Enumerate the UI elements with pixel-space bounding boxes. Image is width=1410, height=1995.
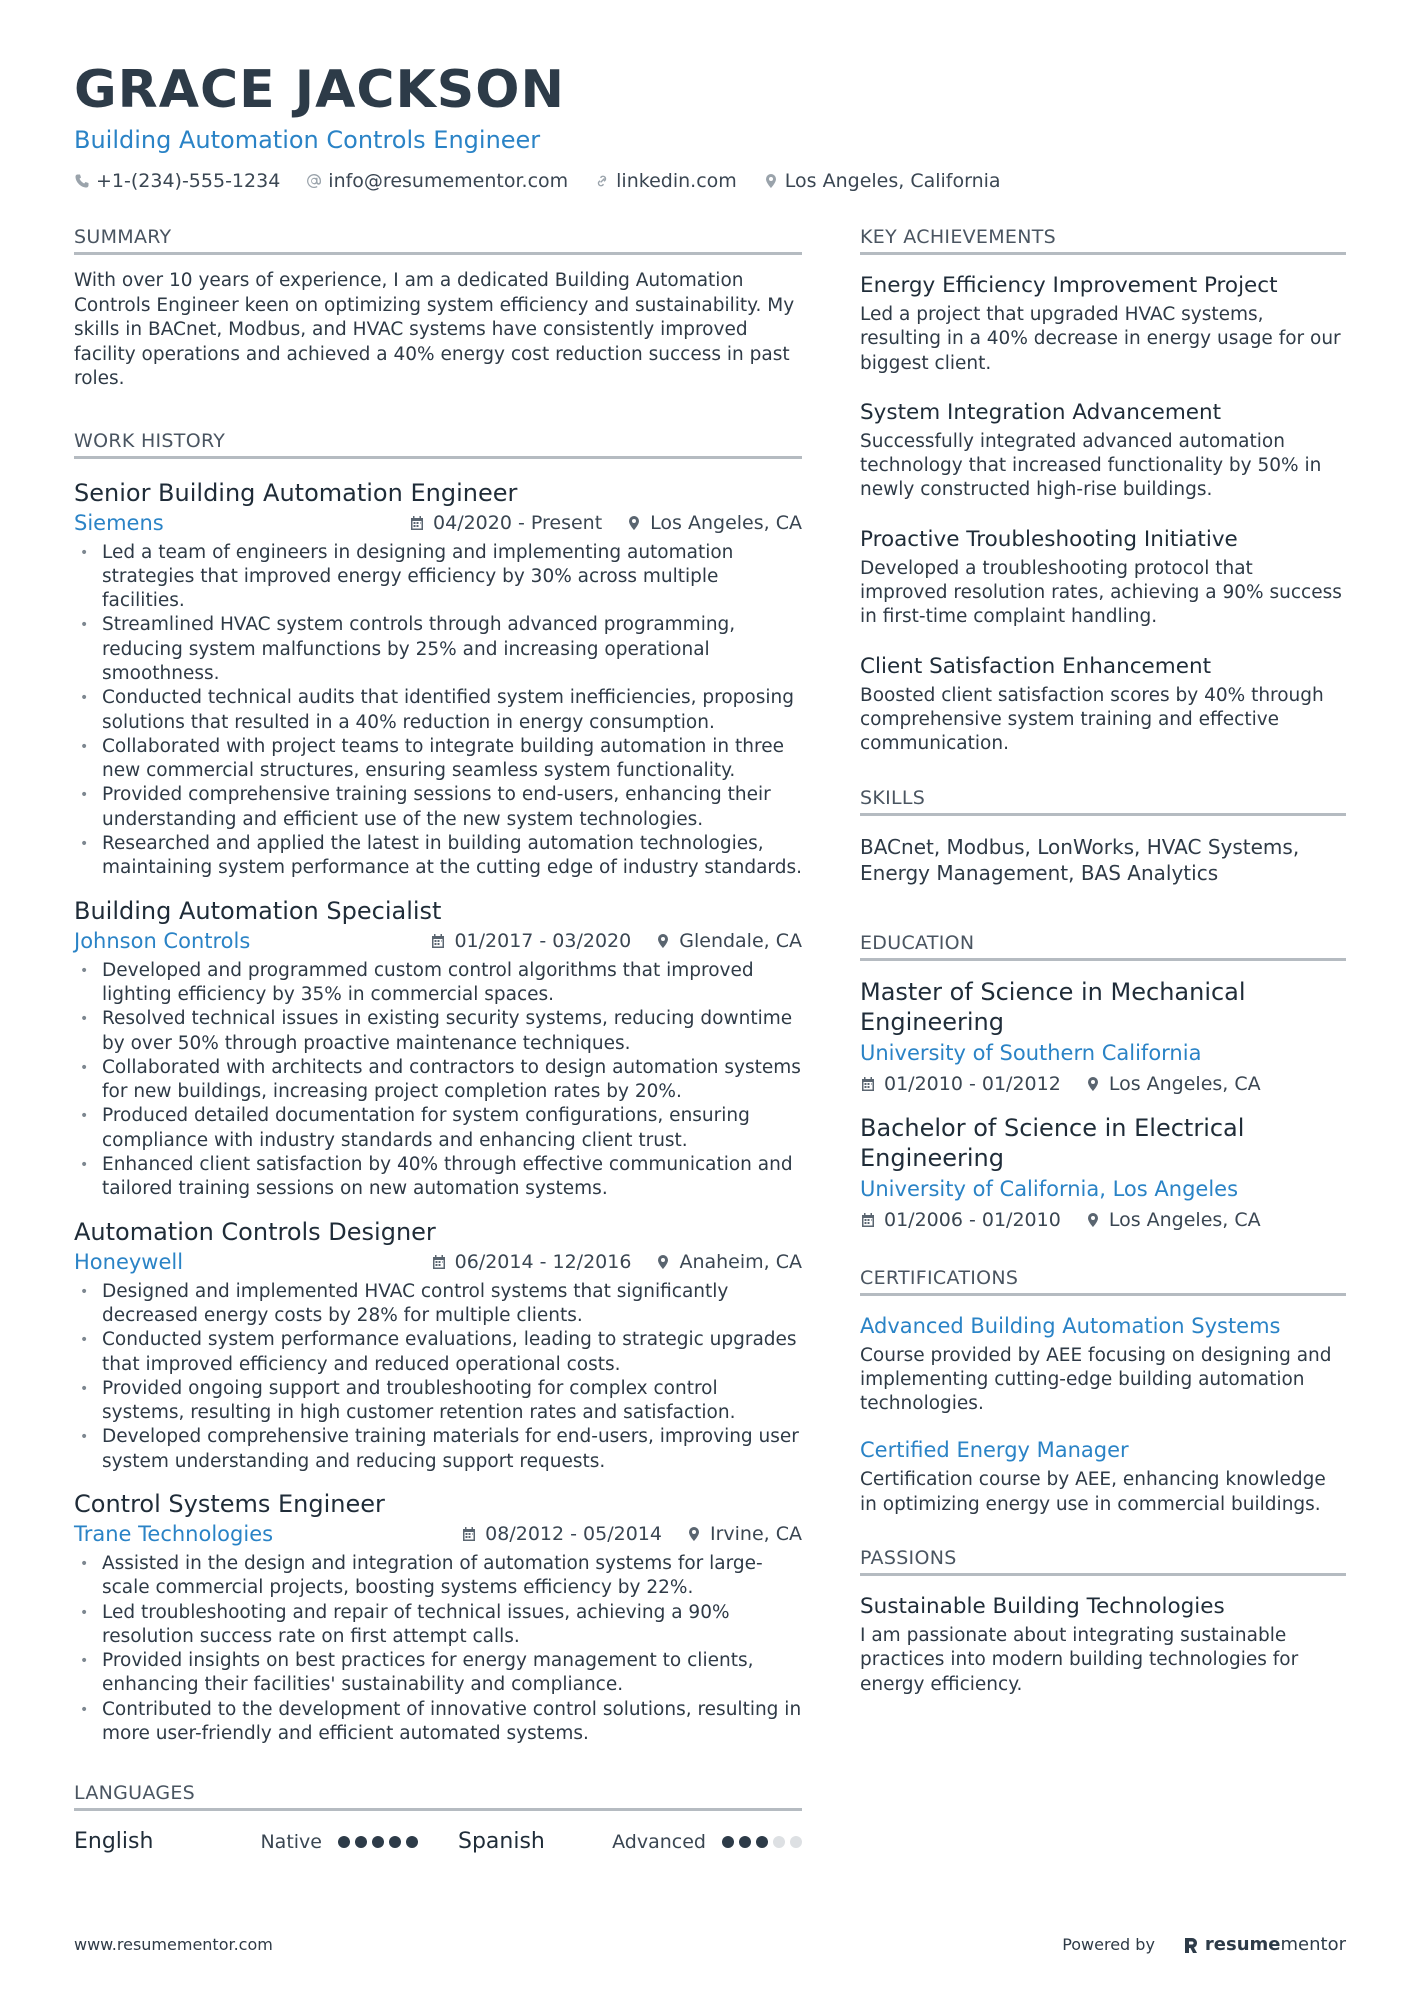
languages-row bbox=[74, 1829, 802, 1854]
languages-section bbox=[74, 1782, 802, 1854]
calendar-icon bbox=[860, 1212, 876, 1228]
rating-dot-filled bbox=[739, 1836, 751, 1848]
location-pin-icon bbox=[626, 515, 642, 531]
certification-desc: Certification course by AEE, enhancing knowledge in optimizing energy use in commercial buildings. bbox=[860, 1469, 1326, 1515]
education-dates bbox=[860, 1209, 1061, 1231]
job-location bbox=[686, 1523, 802, 1545]
certifications-section bbox=[860, 1267, 1346, 1517]
achievement-item bbox=[860, 271, 1346, 376]
job-bullet: • Designed and implemented HVAC control systems that significantly decreased energy costs by 28% for multiple clients. bbox=[74, 1280, 802, 1329]
job-entry bbox=[74, 1216, 802, 1474]
job-entry bbox=[74, 895, 802, 1202]
education-school: University of Southern California bbox=[860, 1040, 1202, 1065]
calendar-icon bbox=[431, 1254, 447, 1270]
education-dates-text: 01/2010 - 01/2012 bbox=[884, 1072, 1061, 1095]
job-bullets bbox=[74, 1552, 802, 1746]
location-pin-icon bbox=[655, 1254, 671, 1270]
location-text: Los Angeles, California bbox=[784, 170, 1001, 192]
work-history-heading: WORK HISTORY bbox=[74, 430, 802, 459]
location-pin-icon bbox=[1085, 1212, 1101, 1228]
job-list bbox=[74, 477, 802, 1747]
rating-dot-filled bbox=[338, 1836, 350, 1848]
language-name: English bbox=[74, 1829, 154, 1855]
achievement-title: System Integration Advancement bbox=[860, 399, 1222, 425]
language-name: Spanish bbox=[458, 1829, 545, 1855]
candidate-title: Building Automation Controls Engineer bbox=[74, 126, 541, 154]
job-dates-text: 01/2017 - 03/2020 bbox=[454, 929, 632, 952]
job-dates bbox=[430, 930, 631, 952]
job-meta-right bbox=[431, 1251, 802, 1273]
summary-section bbox=[74, 226, 802, 392]
job-location bbox=[655, 930, 802, 952]
achievement-title: Energy Efficiency Improvement Project bbox=[860, 273, 1278, 298]
passion-desc: I am passionate about integrating sustainable practices into modern building technologies for energy efficiency. bbox=[860, 1625, 1299, 1695]
job-entry bbox=[74, 1488, 802, 1746]
job-bullet: • Enhanced client satisfaction by 40% through effective communication and tailored training sessions on new automation systems. bbox=[74, 1153, 802, 1202]
brand-logo[interactable] bbox=[1183, 1934, 1346, 1955]
job-meta bbox=[74, 1250, 802, 1274]
job-title: Control Systems Engineer bbox=[74, 1490, 385, 1518]
job-location-text: Anaheim, CA bbox=[679, 1250, 802, 1273]
job-location-text: Irvine, CA bbox=[709, 1523, 802, 1545]
language-rating bbox=[338, 1836, 418, 1848]
job-dates bbox=[409, 512, 602, 534]
link-icon bbox=[594, 173, 610, 189]
calendar-icon bbox=[430, 933, 446, 949]
job-bullets bbox=[74, 959, 802, 1202]
rating-dot-filled bbox=[389, 1836, 401, 1848]
calendar-icon bbox=[461, 1526, 477, 1542]
achievement-title: Proactive Troubleshooting Initiative bbox=[860, 526, 1238, 552]
job-meta bbox=[74, 929, 802, 953]
job-dates bbox=[461, 1523, 662, 1545]
job-title: Building Automation Specialist bbox=[74, 896, 442, 925]
passion-item bbox=[860, 1592, 1346, 1697]
left-column bbox=[74, 226, 802, 1854]
achievement-item bbox=[860, 525, 1346, 630]
resumementor-logo-icon bbox=[1183, 1936, 1199, 1954]
rating-dot-filled bbox=[372, 1836, 384, 1848]
location-pin-icon bbox=[1085, 1076, 1101, 1092]
email-text: info@resumementor.com bbox=[328, 170, 569, 192]
job-location bbox=[626, 512, 802, 534]
language-level: Native bbox=[260, 1830, 322, 1853]
language-level: Advanced bbox=[612, 1830, 706, 1853]
job-location-text: Glendale, CA bbox=[679, 929, 802, 952]
job-bullet: • Streamlined HVAC system controls through advanced programming, reducing system malfunctions by 25% and increasing operational smoothness. bbox=[74, 613, 802, 686]
job-location bbox=[655, 1251, 802, 1273]
education-heading: EDUCATION bbox=[860, 932, 1346, 961]
location-pin-icon bbox=[655, 933, 671, 949]
education-location-text: Los Angeles, CA bbox=[1108, 1072, 1261, 1095]
calendar-icon bbox=[409, 515, 425, 531]
skills-text: BACnet, Modbus, LonWorks, HVAC Systems, Energy Management, BAS Analytics bbox=[860, 834, 1300, 885]
phone-text: +1-(234)-555-1234 bbox=[96, 170, 281, 192]
passions-section bbox=[860, 1547, 1346, 1697]
location-pin-icon bbox=[686, 1526, 702, 1542]
job-bullet: • Provided insights on best practices for energy management to clients, enhancing their facilities' sustainability and compliance. bbox=[74, 1649, 802, 1698]
job-bullet: • Developed and programmed custom control algorithms that improved lighting efficiency by 35% in commercial spaces. bbox=[74, 959, 802, 1008]
certification-title: Advanced Building Automation Systems bbox=[860, 1313, 1281, 1338]
job-dates bbox=[431, 1251, 632, 1273]
brand-strong: resume bbox=[1204, 1934, 1281, 1955]
brand-light: mentor bbox=[1280, 1934, 1346, 1955]
rating-dot-filled bbox=[756, 1836, 768, 1848]
summary-heading: SUMMARY bbox=[74, 226, 802, 255]
job-company: Johnson Controls bbox=[74, 928, 251, 953]
languages-heading: LANGUAGES bbox=[74, 1782, 802, 1811]
job-bullet: • Conducted system performance evaluations, leading to strategic upgrades that improved efficiency and reduced operational costs. bbox=[74, 1328, 802, 1377]
job-company: Honeywell bbox=[74, 1249, 184, 1274]
education-location bbox=[1085, 1073, 1261, 1095]
education-location bbox=[1085, 1209, 1261, 1231]
candidate-name: GRACE JACKSON bbox=[74, 60, 565, 120]
achievement-item bbox=[860, 652, 1346, 757]
job-bullet: • Provided ongoing support and troubleshooting for complex control systems, resulting in high customer retention rates and satisfaction. bbox=[74, 1377, 802, 1426]
rating-dot-filled bbox=[355, 1836, 367, 1848]
job-entry bbox=[74, 477, 802, 881]
job-meta bbox=[74, 1522, 802, 1546]
job-dates-text: 04/2020 - Present bbox=[433, 511, 603, 534]
location-pin-icon bbox=[763, 173, 779, 189]
language-rating bbox=[722, 1836, 802, 1848]
job-bullet: • Collaborated with architects and contractors to design automation systems for new buildings, increasing project completion rates by 20%. bbox=[74, 1056, 802, 1105]
job-meta-right bbox=[430, 930, 802, 952]
job-meta-right bbox=[409, 512, 802, 534]
achievement-title: Client Satisfaction Enhancement bbox=[860, 653, 1212, 679]
certifications-heading: CERTIFICATIONS bbox=[860, 1267, 1346, 1296]
achievements-section bbox=[860, 226, 1346, 757]
contact-phone[interactable] bbox=[74, 170, 280, 192]
education-item bbox=[860, 977, 1346, 1095]
job-bullet: • Led troubleshooting and repair of technical issues, achieving a 90% resolution success rate on first attempt calls. bbox=[74, 1601, 802, 1650]
page-footer bbox=[74, 1934, 1346, 1955]
summary-text: With over 10 years of experience, I am a dedicated Building Automation Controls Engineer keen on optimizing system efficiency and sustainability. My skills in BACnet, Modbus, and HVAC systems have consistently improved facility operations and achieved a 40% energy cost reduction success in past roles. bbox=[74, 270, 795, 389]
language-item bbox=[74, 1829, 418, 1854]
job-bullet: • Led a team of engineers in designing and implementing automation strategies that improved energy efficiency by 30% across multiple facilities. bbox=[74, 541, 802, 614]
passion-title: Sustainable Building Technologies bbox=[860, 1594, 1225, 1620]
contact-linkedin[interactable] bbox=[594, 170, 737, 192]
language-item bbox=[458, 1829, 802, 1854]
rating-dot-filled bbox=[722, 1836, 734, 1848]
education-dates-text: 01/2006 - 01/2010 bbox=[884, 1208, 1061, 1231]
resume-header bbox=[74, 58, 1354, 192]
education-meta bbox=[860, 1073, 1346, 1095]
job-bullet: • Produced detailed documentation for system configurations, ensuring compliance with industry standards and enhancing client trust. bbox=[74, 1104, 802, 1153]
achievement-desc: Developed a troubleshooting protocol that improved resolution rates, achieving a 90% success in first-time complaint handling. bbox=[860, 557, 1342, 628]
skills-heading: SKILLS bbox=[860, 787, 1346, 816]
education-degree: Master of Science in Mechanical Engineering bbox=[860, 977, 1246, 1036]
education-dates bbox=[860, 1073, 1061, 1095]
education-school: University of California, Los Angeles bbox=[860, 1176, 1239, 1201]
achievement-desc: Boosted client satisfaction scores by 40% through comprehensive system training and effective communication. bbox=[860, 684, 1324, 755]
job-bullets bbox=[74, 541, 802, 881]
job-company: Siemens bbox=[74, 510, 164, 535]
rating-dot-empty bbox=[790, 1836, 802, 1848]
skills-section bbox=[860, 787, 1346, 886]
job-bullet: • Assisted in the design and integration of automation systems for large-scale commercial projects, boosting systems efficiency by 22%. bbox=[74, 1552, 802, 1601]
achievements-heading: KEY ACHIEVEMENTS bbox=[860, 226, 1346, 255]
education-degree: Bachelor of Science in Electrical Engineering bbox=[860, 1113, 1245, 1172]
job-bullet: • Conducted technical audits that identified system inefficiencies, proposing solutions that resulted in a 40% reduction in energy consumption. bbox=[74, 686, 802, 735]
certification-item bbox=[860, 1312, 1346, 1417]
education-location-text: Los Angeles, CA bbox=[1108, 1208, 1261, 1231]
job-bullet: • Resolved technical issues in existing security systems, reducing downtime by over 50% through proactive maintenance techniques. bbox=[74, 1007, 802, 1056]
job-meta-right bbox=[461, 1523, 802, 1545]
job-title: Senior Building Automation Engineer bbox=[74, 478, 518, 507]
linkedin-text: linkedin.com bbox=[616, 170, 737, 192]
contact-email[interactable] bbox=[306, 170, 568, 192]
job-title: Automation Controls Designer bbox=[74, 1217, 436, 1246]
job-bullet: • Developed comprehensive training materials for end-users, improving user system understanding and reducing support requests. bbox=[74, 1425, 802, 1474]
footer-website[interactable]: www.resumementor.com bbox=[74, 1935, 273, 1954]
job-bullets bbox=[74, 1280, 802, 1474]
job-company: Trane Technologies bbox=[74, 1522, 274, 1546]
rating-dot-empty bbox=[773, 1836, 785, 1848]
passions-heading: PASSIONS bbox=[860, 1547, 1346, 1576]
calendar-icon bbox=[860, 1076, 876, 1092]
job-dates-text: 06/2014 - 12/2016 bbox=[454, 1250, 632, 1273]
achievement-item bbox=[860, 398, 1346, 503]
work-history-section bbox=[74, 430, 802, 1747]
education-item bbox=[860, 1113, 1346, 1231]
right-column bbox=[860, 226, 1346, 1719]
achievement-desc: Led a project that upgraded HVAC systems, resulting in a 40% decrease in energy usage for our biggest client. bbox=[860, 304, 1341, 374]
job-bullet: • Researched and applied the latest in building automation technologies, maintaining system performance at the cutting edge of industry standards. bbox=[74, 832, 802, 881]
job-meta bbox=[74, 511, 802, 535]
job-dates-text: 08/2012 - 05/2014 bbox=[485, 1523, 662, 1545]
education-section bbox=[860, 932, 1346, 1231]
certification-item bbox=[860, 1436, 1346, 1517]
job-bullet: • Provided comprehensive training sessions to end-users, enhancing their understanding and efficient use of the new system technologies. bbox=[74, 783, 802, 832]
education-meta bbox=[860, 1209, 1346, 1231]
contact-bar bbox=[74, 170, 1354, 192]
certification-desc: Course provided by AEE focusing on designing and implementing cutting-edge building automation technologies. bbox=[860, 1344, 1332, 1415]
job-bullet: • Collaborated with project teams to integrate building automation in three new commercial structures, ensuring seamless system functionality. bbox=[74, 735, 802, 784]
job-location-text: Los Angeles, CA bbox=[650, 511, 802, 534]
rating-dot-filled bbox=[406, 1836, 418, 1848]
achievement-desc: Successfully integrated advanced automation technology that increased functionality by 50% in newly constructed high-rise buildings. bbox=[860, 430, 1322, 501]
at-icon bbox=[306, 173, 322, 189]
job-bullet: • Contributed to the development of innovative control solutions, resulting in more user-friendly and efficient automated systems. bbox=[74, 1698, 802, 1747]
powered-by-label: Powered by bbox=[1062, 1935, 1155, 1954]
certification-title: Certified Energy Manager bbox=[860, 1438, 1129, 1463]
contact-location bbox=[763, 170, 1001, 192]
phone-icon bbox=[74, 173, 90, 189]
powered-by bbox=[1062, 1934, 1346, 1955]
